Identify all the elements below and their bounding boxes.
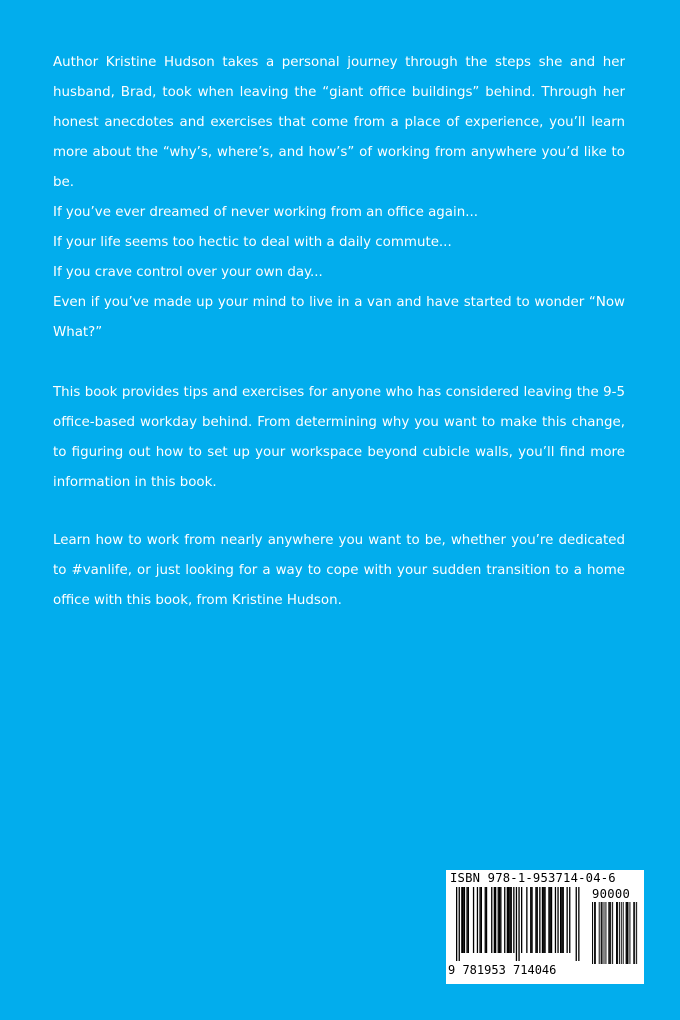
barcode-bar [461, 887, 462, 953]
barcode-bar [521, 887, 522, 953]
blurb-list-item: If you’ve ever dreamed of never working from an office again... [53, 205, 478, 220]
barcode-bar [602, 902, 603, 964]
blurb-paragraph-tips [53, 378, 625, 498]
barcode-bar [495, 887, 496, 953]
barcode-bar [498, 887, 499, 953]
barcode-bar [563, 887, 564, 953]
barcode-bar [473, 887, 474, 953]
barcode-bar [621, 902, 622, 964]
barcode-bar [459, 887, 460, 961]
barcode-bar [594, 902, 595, 964]
barcode-bar [560, 887, 561, 953]
barcode-bar [516, 887, 517, 961]
barcode-bar [513, 887, 514, 953]
barcode-bar [494, 887, 495, 953]
ean13-barcode-bars [456, 887, 586, 967]
barcode-bar [548, 887, 549, 953]
barcode-bar [456, 887, 457, 961]
barcode-bar [509, 887, 510, 953]
barcode-bar [479, 887, 480, 953]
barcode-bar [466, 887, 467, 953]
barcode-bar [499, 887, 500, 953]
barcode-bar [601, 902, 602, 964]
barcode-bar [576, 887, 577, 961]
barcode-bar [463, 887, 464, 953]
barcode-bar [535, 887, 536, 953]
barcode-bar [609, 902, 610, 964]
barcode-bar [629, 902, 630, 964]
barcode-bar [500, 887, 501, 953]
barcode-bar [617, 902, 618, 964]
price-addon-code: 90000 [592, 887, 631, 901]
barcode-bar [569, 887, 570, 953]
barcode-bar [468, 887, 469, 953]
blurb-closing-text: Learn how to work from nearly anywhere you want to be, whether you’re dedicated to #vanlife, or just looking for a way to cope with your sudden transition to a home office with this book, from Kristine Hudson. [53, 533, 625, 608]
barcode-bar [486, 887, 487, 953]
blurb-paragraph-intro [53, 48, 625, 198]
barcode-bar [507, 887, 508, 953]
barcode-bar [619, 902, 620, 964]
barcode-bar [634, 902, 635, 964]
barcode-bar [531, 887, 532, 953]
barcode-bar [557, 887, 558, 953]
barcode-bar [555, 887, 556, 953]
barcode-bar [542, 887, 543, 953]
barcode-bar [626, 902, 627, 964]
blurb-intro-text: Author Kristine Hudson takes a personal journey through the steps she and her husband, Brad, took when leaving the “giant office buildings” behind. Through her honest anecdotes and exercises that come from a place of experience, you’ll learn more about the “why’s, where’s, and how’s” of working from anywhere you’d like to be. [53, 55, 625, 190]
isbn-barcode [446, 870, 644, 984]
barcode-bar [518, 887, 519, 961]
barcode-bar [481, 887, 482, 953]
barcode-bar [526, 887, 527, 953]
barcode-bar [567, 887, 568, 953]
barcode-bar [537, 887, 538, 953]
barcode-bar [595, 902, 596, 964]
barcode-bar [592, 902, 593, 964]
barcode-bar [530, 887, 531, 953]
barcode-bar [550, 887, 551, 953]
barcode-bar [604, 902, 605, 964]
isbn-label: ISBN 978-1-953714-04-6 [450, 871, 616, 885]
barcode-bar [623, 902, 624, 964]
barcode-bar [543, 887, 544, 953]
barcode-bar [464, 887, 465, 953]
barcode-bar [628, 902, 629, 964]
barcode-bar [636, 902, 637, 964]
barcode-bar [616, 902, 617, 964]
ean-human-readable: 9 781953 714046 [448, 963, 557, 977]
barcode-bar [508, 887, 509, 953]
barcode-bar [608, 902, 609, 964]
barcode-bar [561, 887, 562, 953]
barcode-bar [627, 902, 628, 964]
barcode-bar [491, 887, 492, 953]
barcode-bar [544, 887, 545, 953]
price-addon-bars [592, 902, 640, 966]
barcode-bar [511, 887, 512, 953]
blurb-tips-text: This book provides tips and exercises for anyone who has considered leaving the 9-5 office-based workday behind. From determining why you want to make this change, to figuring out how to set up your workspace beyond cubicle walls, you’ll find more information in this book. [53, 385, 625, 490]
blurb-list-item: Even if you’ve made up your mind to live in a van and have started to wonder “Now What?” [53, 295, 625, 340]
barcode-bar [578, 887, 579, 961]
barcode-bar [612, 902, 613, 964]
blurb-list-item: If you crave control over your own day... [53, 265, 323, 280]
barcode-bar [633, 902, 634, 964]
blurb-if-list [53, 198, 625, 348]
barcode-bar [605, 902, 606, 964]
barcode-bar [485, 887, 486, 953]
barcode-bar [551, 887, 552, 953]
barcode-bar [539, 887, 540, 953]
blurb-paragraph-closing [53, 526, 625, 616]
barcode-bar [504, 887, 505, 953]
blurb-list-item: If your life seems too hectic to deal with a daily commute... [53, 235, 452, 250]
barcode-bar [599, 902, 600, 964]
barcode-bar [610, 902, 611, 964]
barcode-bar [477, 887, 478, 953]
